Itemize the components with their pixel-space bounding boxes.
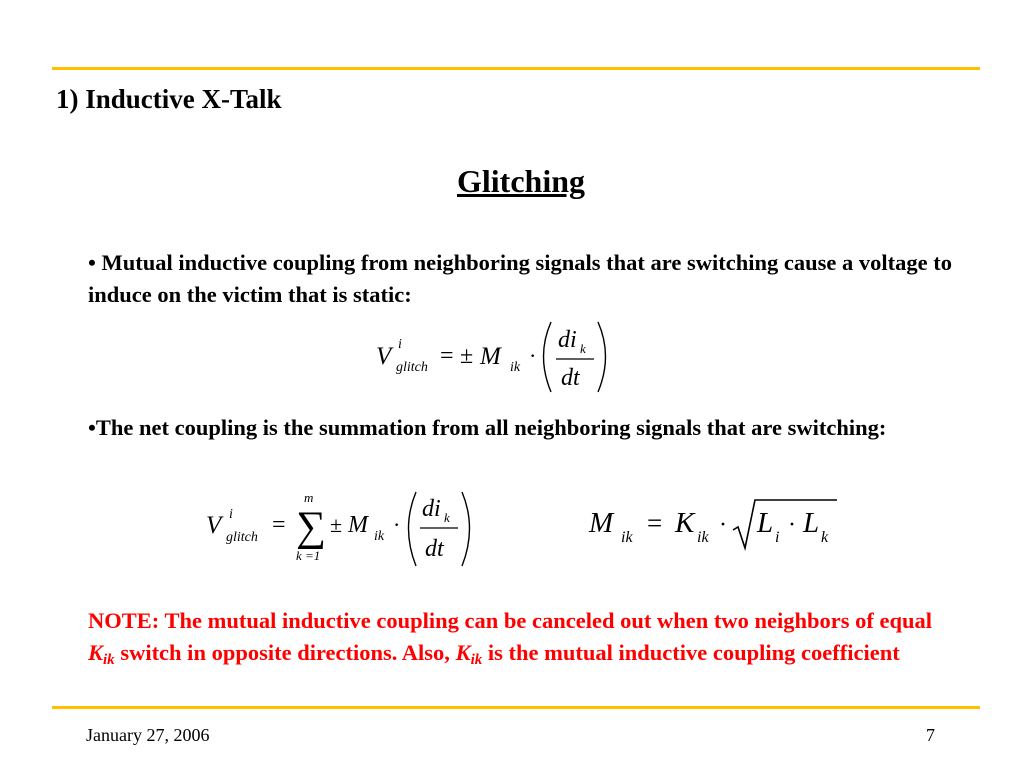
eq2-sigma: ∑ bbox=[296, 504, 326, 550]
eq2-sub-glitch: glitch bbox=[226, 530, 258, 545]
eq2-sup-i: i bbox=[229, 507, 233, 522]
eq2-pm: ± bbox=[330, 512, 343, 537]
eq2-right-paren bbox=[462, 492, 470, 566]
eq3-m: M bbox=[589, 507, 614, 539]
note-text-2: switch in opposite directions. Also, bbox=[114, 640, 456, 665]
eq2-equals: = bbox=[272, 512, 286, 538]
note-k-symbol-2: K bbox=[455, 640, 471, 665]
eq3-sub-ik: ik bbox=[621, 529, 633, 546]
eq3-equals: = bbox=[647, 508, 663, 538]
eq3-sub-k: k bbox=[821, 529, 829, 546]
eq1-v: V bbox=[376, 343, 392, 370]
eq2-upper-limit: m bbox=[304, 490, 314, 505]
note-text-1: NOTE: The mutual inductive coupling can be canceled out when two neighbors of equal bbox=[88, 608, 933, 633]
eq1-denominator-dt: dt bbox=[561, 365, 580, 391]
equation-glitch-voltage bbox=[370, 318, 620, 401]
eq3-sub-i: i bbox=[775, 529, 780, 546]
eq2-v: V bbox=[206, 512, 222, 539]
eq1-sup-i: i bbox=[398, 337, 402, 352]
eq1-left-paren bbox=[544, 322, 552, 392]
page-number: 7 bbox=[926, 725, 935, 745]
eq2-m: M bbox=[348, 512, 368, 538]
eq2-denominator-dt: dt bbox=[425, 536, 444, 562]
eq3-k: K bbox=[675, 507, 695, 539]
footer-date: January 27, 2006 bbox=[86, 725, 210, 745]
note-k-subscript: ik bbox=[103, 652, 115, 668]
eq2-sub-k: k bbox=[444, 510, 450, 525]
eq1-pm: ± bbox=[460, 343, 474, 369]
eq1-sub-k: k bbox=[580, 341, 586, 356]
eq2-numerator-di: di bbox=[422, 496, 441, 522]
equation-glitch-summation bbox=[200, 488, 490, 579]
note-k-symbol: K bbox=[88, 640, 104, 665]
eq2-dot: · bbox=[393, 512, 401, 537]
eq1-sub-ik: ik bbox=[510, 360, 521, 375]
section-title: 1) Inductive X-Talk bbox=[56, 84, 282, 114]
eq3-sub-ik2: ik bbox=[697, 529, 709, 546]
top-rule bbox=[52, 67, 980, 70]
eq1-sub-glitch: glitch bbox=[396, 360, 428, 375]
eq1-dot: · bbox=[529, 343, 537, 368]
bottom-rule bbox=[52, 706, 980, 709]
note-text-3: is the mutual inductive coupling coefficient bbox=[482, 640, 900, 665]
eq3-dot2: · bbox=[788, 512, 796, 538]
eq3-l2: L bbox=[803, 507, 820, 539]
eq2-sub-ik: ik bbox=[374, 529, 385, 544]
equation-mutual-inductance bbox=[585, 494, 845, 561]
eq1-right-paren bbox=[598, 322, 606, 392]
eq1-equals: = bbox=[440, 343, 454, 369]
slide-title: Glitching bbox=[456, 163, 585, 199]
eq2-lower-limit: k =1 bbox=[296, 548, 321, 563]
eq3-dot: · bbox=[719, 512, 727, 538]
note-paragraph bbox=[88, 605, 958, 669]
bullet-mutual-coupling: • Mutual inductive coupling from neighboring signals that are switching cause a voltage to induce on the victim that is static: bbox=[88, 250, 952, 307]
eq1-numerator-di: di bbox=[558, 327, 577, 353]
eq1-m: M bbox=[480, 343, 501, 370]
bullet-net-coupling: •The net coupling is the summation from all neighboring signals that are switching: bbox=[88, 415, 887, 440]
eq3-l1: L bbox=[757, 507, 774, 539]
note-k-subscript-2: ik bbox=[470, 652, 483, 668]
eq2-left-paren bbox=[409, 492, 417, 566]
